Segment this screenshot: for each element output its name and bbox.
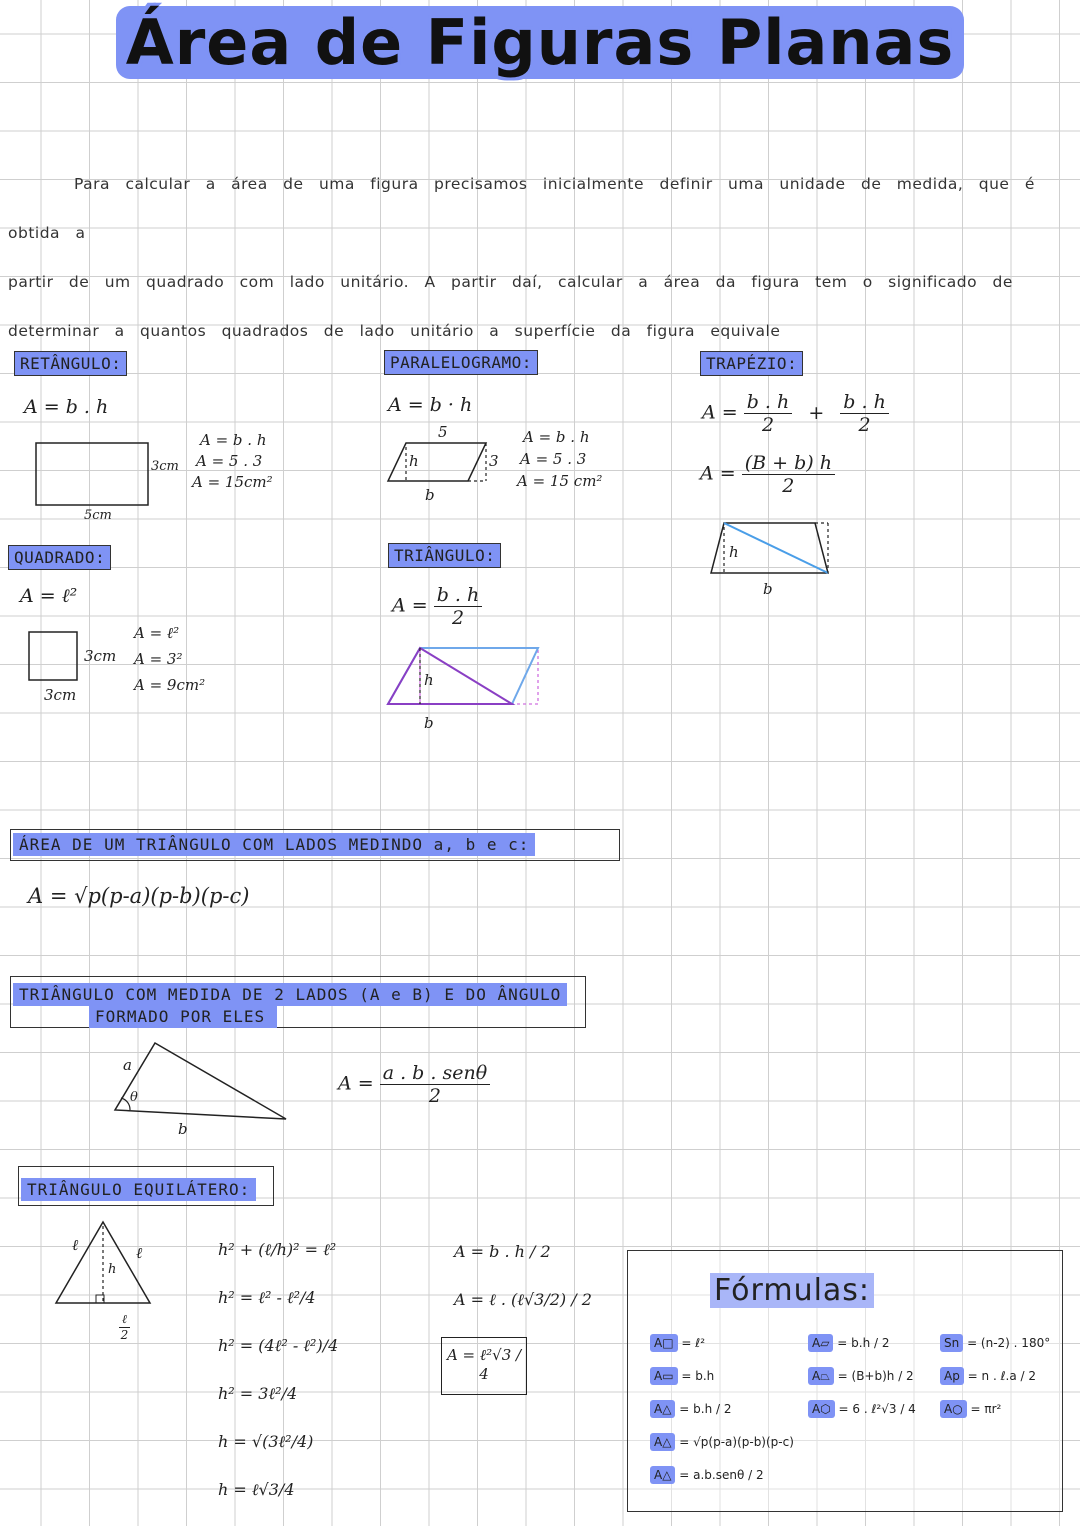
- formula-expr: = √p(p-a)(p-b)(p-c): [679, 1435, 794, 1449]
- retangulo-calc-line: A = 5 . 3: [196, 452, 263, 470]
- quadrado-calc-line: A = 3²: [134, 650, 183, 668]
- trapezio-formula1-num2: b . h: [840, 391, 889, 414]
- quadrado-calc: [134, 620, 205, 698]
- triangulo-formula-num: b . h: [434, 584, 483, 607]
- retangulo-formula: A = b . h: [24, 396, 109, 418]
- intro-line-2: partir de um quadrado com lado unitário. A partir daí, calcular a área da figura tem o significado de: [8, 273, 1013, 291]
- heron-label: ÁREA DE UM TRIÂNGULO COM LADOS MEDINDO a, b e c:: [13, 833, 535, 856]
- formula-tag: A▱: [808, 1334, 833, 1352]
- equilatero-step: h² = ℓ² - ℓ²/4: [218, 1288, 316, 1307]
- formula-item: [808, 1393, 916, 1426]
- formula-tag: A○: [940, 1400, 967, 1418]
- formulas-col-3: [940, 1327, 1050, 1426]
- formula-expr: = ℓ²: [681, 1336, 706, 1350]
- equilatero-step: h = ℓ√3/4: [218, 1480, 295, 1499]
- retangulo-base-label: 5cm: [84, 508, 112, 523]
- quadrado-base-label: 3cm: [44, 686, 77, 704]
- triangulo-formula-lhs: A =: [392, 594, 428, 617]
- dois-lados-banner: [10, 976, 586, 1028]
- triangulo-base-label: b: [424, 714, 434, 732]
- triangulo-h-label: h: [424, 671, 434, 689]
- equilatero-half-num: ℓ: [119, 1312, 130, 1328]
- formula-item: [650, 1426, 794, 1459]
- formula-expr: = (n-2) . 180°: [967, 1336, 1051, 1350]
- equilatero-h-label: h: [108, 1262, 117, 1277]
- paralelogramo-calc: [517, 426, 602, 492]
- trapezio-formula1-frac2: [840, 391, 889, 436]
- paralelogramo-label: PARALELOGRAMO:: [384, 350, 538, 375]
- trapezio-formula1-lhs: A =: [702, 401, 738, 424]
- equilatero-label: TRIÂNGULO EQUILÁTERO:: [21, 1178, 256, 1201]
- paralelogramo-formula: A = b · h: [388, 394, 473, 416]
- trapezio-base-label: b: [763, 580, 773, 598]
- equilatero-step: h² = (4ℓ² - ℓ²)/4: [218, 1336, 339, 1355]
- intro-paragraph: [8, 160, 1068, 356]
- formula-tag: A△: [650, 1433, 675, 1451]
- formula-item: [808, 1327, 916, 1360]
- trapezio-formula2-num: (B + b) h: [742, 452, 835, 475]
- paralelogramo-top-label: 5: [438, 423, 448, 441]
- dois-lados-label-1: TRIÂNGULO COM MEDIDA DE 2 LADOS (A e B) E DO ÂNGULO: [13, 983, 567, 1006]
- paralelogramo-base-label: b: [425, 486, 435, 504]
- intro-line-3: determinar a quantos quadrados de lado unitário a superfície da figura equivale: [8, 322, 781, 340]
- trapezio-label: TRAPÉZIO:: [700, 351, 803, 376]
- formula-item: [650, 1459, 794, 1492]
- equilatero-side-label-right: ℓ: [136, 1244, 143, 1262]
- dois-lados-label-2: FORMADO POR ELES: [89, 1005, 277, 1028]
- formula-item: [940, 1327, 1050, 1360]
- paralelogramo-calc-line: A = 15 cm²: [517, 472, 603, 490]
- formula-tag: A⏢: [808, 1367, 834, 1385]
- paralelogramo-calc-line: A = 5 . 3: [520, 450, 587, 468]
- formula-expr: = b.h: [681, 1369, 715, 1383]
- retangulo-height-label: 3cm: [151, 459, 179, 474]
- equilatero-step: h² + (ℓ/h)² = ℓ²: [218, 1240, 337, 1259]
- trapezio-formula-2: [700, 452, 835, 497]
- paralelogramo-side-label: 3: [489, 452, 499, 470]
- formula-tag: A⬡: [808, 1400, 835, 1418]
- formula-expr: = a.b.senθ / 2: [679, 1468, 764, 1482]
- formula-item: [940, 1360, 1050, 1393]
- trapezio-formula2-lhs: A =: [700, 462, 736, 485]
- paralelogramo-calc-line: A = b . h: [523, 428, 590, 446]
- equilatero-result-box: A = ℓ²√3 / 4: [441, 1337, 527, 1395]
- formula-tag: Sn: [940, 1334, 963, 1352]
- formula-tag: A△: [650, 1466, 675, 1484]
- dois-lados-theta-label: θ: [130, 1090, 138, 1105]
- page-title: Área de Figuras Planas: [0, 6, 1080, 79]
- trapezio-formula-1: [702, 391, 889, 436]
- formula-expr: = n . ℓ.a / 2: [967, 1369, 1037, 1383]
- quadrado-formula: A = ℓ²: [20, 585, 78, 607]
- dois-lados-formula-lhs: A =: [338, 1072, 374, 1095]
- quadrado-side-label: 3cm: [84, 647, 117, 665]
- dois-lados-formula: [338, 1062, 490, 1107]
- formula-tag: A△: [650, 1400, 675, 1418]
- trapezio-formula1-den1: 2: [761, 414, 775, 436]
- quadrado-calc-line: A = 9cm²: [134, 676, 206, 694]
- equilatero-triangle: [0, 0, 1, 1]
- formula-expr: = b.h / 2: [679, 1402, 732, 1416]
- formulas-title-text: Fórmulas:: [710, 1273, 874, 1308]
- formula-tag: A□: [650, 1334, 678, 1352]
- equilatero-steps: [218, 1226, 338, 1514]
- retangulo-calc: [192, 430, 273, 493]
- dois-lados-a-label: a: [123, 1056, 132, 1074]
- dois-lados-formula-frac: [380, 1062, 490, 1107]
- formula-item: [650, 1393, 794, 1426]
- dois-lados-formula-den: 2: [428, 1085, 441, 1107]
- formula-item: [650, 1327, 794, 1360]
- trapezio-formula1-den2: 2: [858, 414, 871, 436]
- equilatero-side-label-left: ℓ: [72, 1236, 79, 1254]
- intro-line-1: Para calcular a área de uma figura precisamos inicialmente definir uma unidade de medida, que é obtida a: [8, 175, 1035, 242]
- retangulo-calc-line: A = b . h: [200, 431, 267, 449]
- trapezio-h-label: h: [729, 543, 739, 561]
- formula-expr: = πr²: [970, 1402, 1002, 1416]
- retangulo-calc-line: A = 15cm²: [192, 473, 273, 491]
- equilatero-half-frac: [119, 1312, 130, 1342]
- heron-banner: [10, 829, 620, 861]
- equilatero-area-steps: [454, 1228, 592, 1324]
- triangulo-label: TRIÂNGULO:: [388, 543, 501, 568]
- triangulo-formula-frac: [434, 584, 483, 629]
- formula-tag: A▭: [650, 1367, 678, 1385]
- dois-lados-b-label: b: [178, 1120, 188, 1138]
- quadrado-calc-line: A = ℓ²: [134, 624, 180, 642]
- retangulo-label: RETÂNGULO:: [14, 351, 127, 376]
- formulas-title: [710, 1273, 874, 1308]
- triangulo-formula: [392, 584, 482, 629]
- formulas-col-2: [808, 1327, 916, 1426]
- quadrado-label: QUADRADO:: [8, 545, 111, 570]
- paralelogramo-h-label: h: [409, 452, 419, 470]
- formula-item: [808, 1360, 916, 1393]
- equilatero-area-step: A = b . h / 2: [454, 1242, 551, 1261]
- dois-lados-formula-num: a . b . senθ: [380, 1062, 490, 1085]
- formula-expr: = 6 . ℓ²√3 / 4: [838, 1402, 916, 1416]
- equilatero-banner: [18, 1166, 274, 1206]
- equilatero-step: h² = 3ℓ²/4: [218, 1384, 298, 1403]
- formula-tag: Ap: [940, 1367, 964, 1385]
- trapezio-formula1-num1: b . h: [744, 391, 793, 414]
- trapezio-formula1-plus: +: [808, 401, 825, 424]
- equilatero-step: h = √(3ℓ²/4): [218, 1432, 314, 1451]
- formulas-box: [627, 1250, 1063, 1512]
- formula-expr: = (B+b)h / 2: [837, 1369, 914, 1383]
- heron-formula: A = √p(p-a)(p-b)(p-c): [28, 884, 250, 908]
- formula-item: [940, 1393, 1050, 1426]
- trapezio-formula1-frac1: [744, 391, 793, 436]
- formulas-col-1: [650, 1327, 794, 1492]
- equilatero-area-step: A = ℓ . (ℓ√3/2) / 2: [454, 1290, 592, 1309]
- formula-item: [650, 1360, 794, 1393]
- triangulo-formula-den: 2: [451, 607, 465, 629]
- equilatero-half-den: 2: [120, 1328, 129, 1342]
- equilatero-half-base: [119, 1312, 130, 1342]
- trapezio-formula2-den: 2: [782, 475, 795, 497]
- trapezio-formula2-frac: [742, 452, 835, 497]
- formula-expr: = b.h / 2: [837, 1336, 890, 1350]
